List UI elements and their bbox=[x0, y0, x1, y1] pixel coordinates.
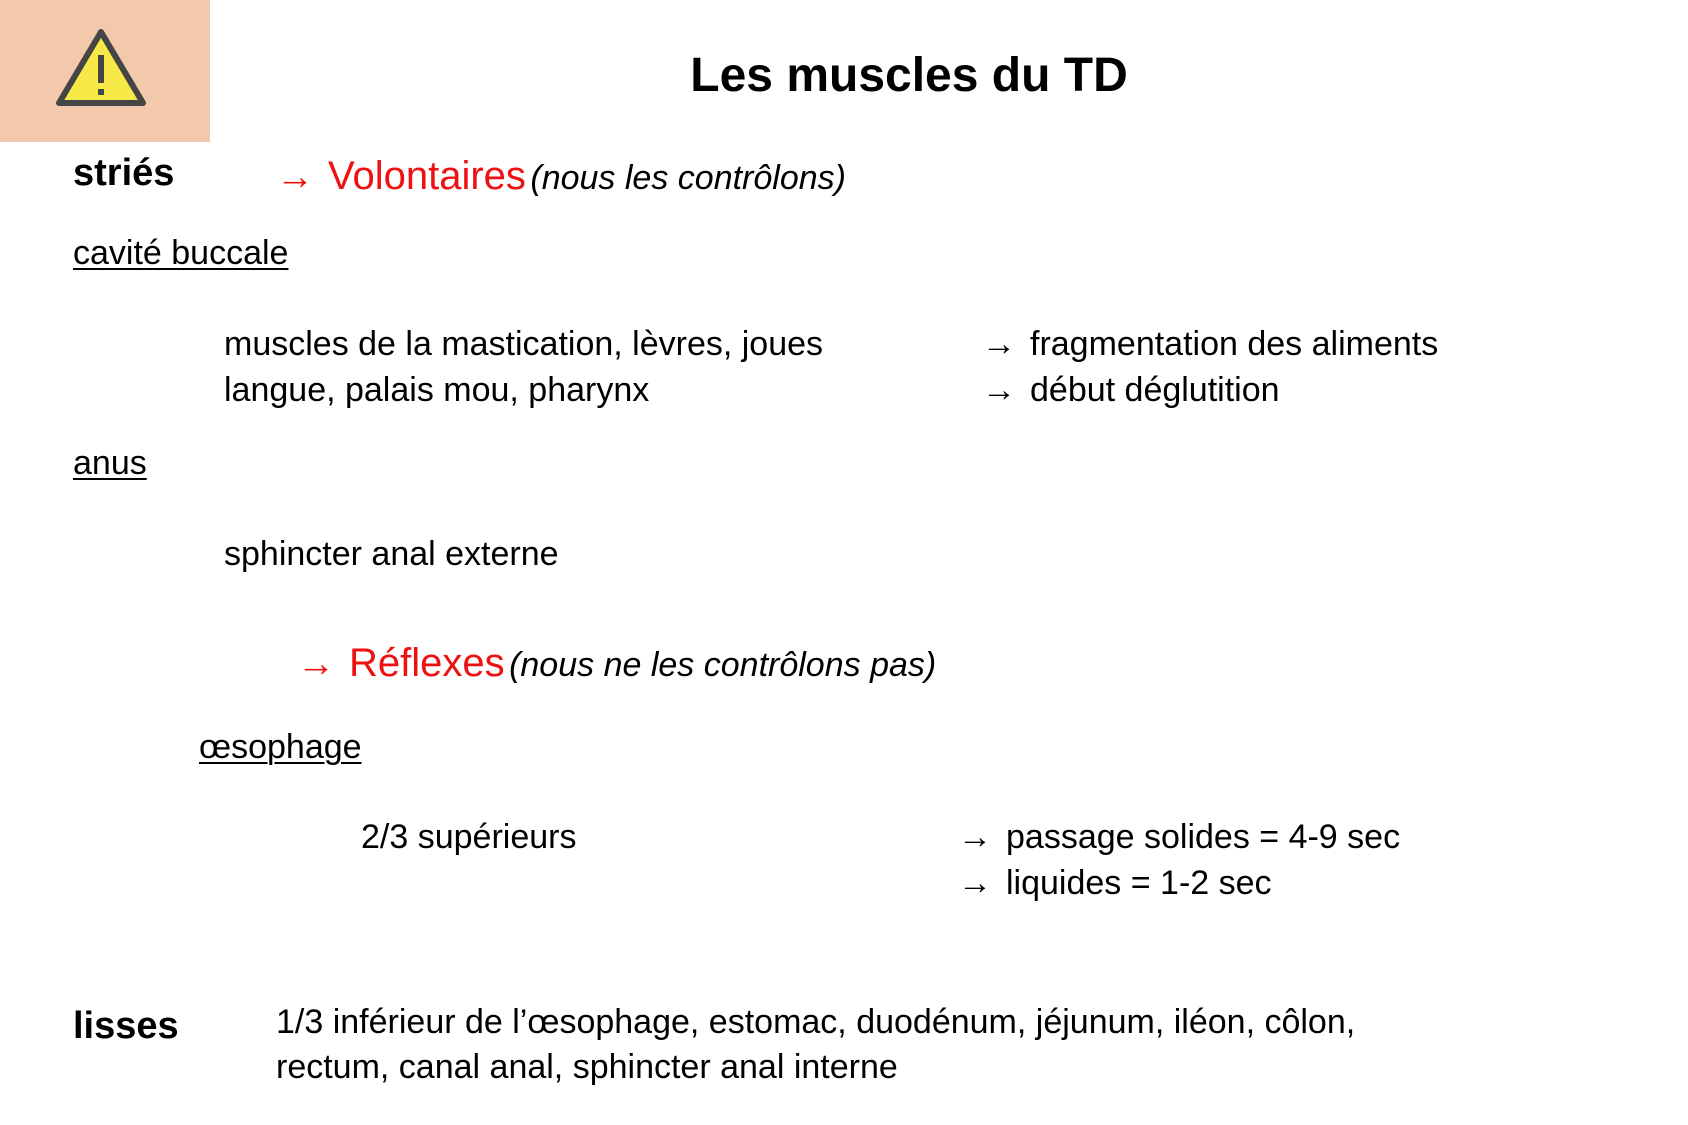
cavite-buccale-label: cavité buccale bbox=[73, 234, 289, 272]
lisses-line-1: 1/3 inférieur de l’œsophage, estomac, duodénum, jéjunum, iléon, côlon, bbox=[276, 1003, 1356, 1041]
oesophage-item: 2/3 supérieurs bbox=[361, 818, 577, 856]
cavite-row-2-item: langue, palais mou, pharynx bbox=[224, 371, 650, 409]
volontaires-heading bbox=[276, 156, 846, 196]
anus-item: sphincter anal externe bbox=[224, 535, 559, 573]
arrow-right-icon: → bbox=[958, 818, 992, 856]
arrow-right-icon: → bbox=[958, 864, 992, 902]
section-label-lisses: lisses bbox=[73, 1005, 179, 1047]
volontaires-label: Volontaires bbox=[328, 154, 526, 198]
reflexes-label: Réflexes bbox=[349, 641, 505, 685]
cavite-row-2-effect: → début déglutition bbox=[982, 371, 1280, 409]
cavite-row-1-item: muscles de la mastication, lèvres, joues bbox=[224, 325, 824, 363]
section-label-stries: striés bbox=[73, 152, 175, 194]
oesophage-effect-2: → liquides = 1-2 sec bbox=[958, 864, 1272, 902]
lisses-line-2: rectum, canal anal, sphincter anal interne bbox=[276, 1048, 898, 1086]
reflexes-heading bbox=[297, 643, 936, 683]
anus-label: anus bbox=[73, 444, 147, 482]
oesophage-label: œsophage bbox=[199, 728, 362, 766]
arrow-right-icon: → bbox=[982, 371, 1016, 409]
page-title: Les muscles du TD bbox=[690, 49, 1128, 102]
arrow-right-icon: → bbox=[276, 156, 314, 198]
arrow-right-icon: → bbox=[297, 643, 335, 685]
oesophage-effect-1: → passage solides = 4-9 sec bbox=[958, 818, 1401, 856]
volontaires-note: (nous les contrôlons) bbox=[530, 159, 846, 197]
arrow-right-icon: → bbox=[982, 325, 1016, 363]
cavite-row-1-effect: → fragmentation des aliments bbox=[982, 325, 1439, 363]
reflexes-note: (nous ne les contrôlons pas) bbox=[509, 646, 937, 684]
